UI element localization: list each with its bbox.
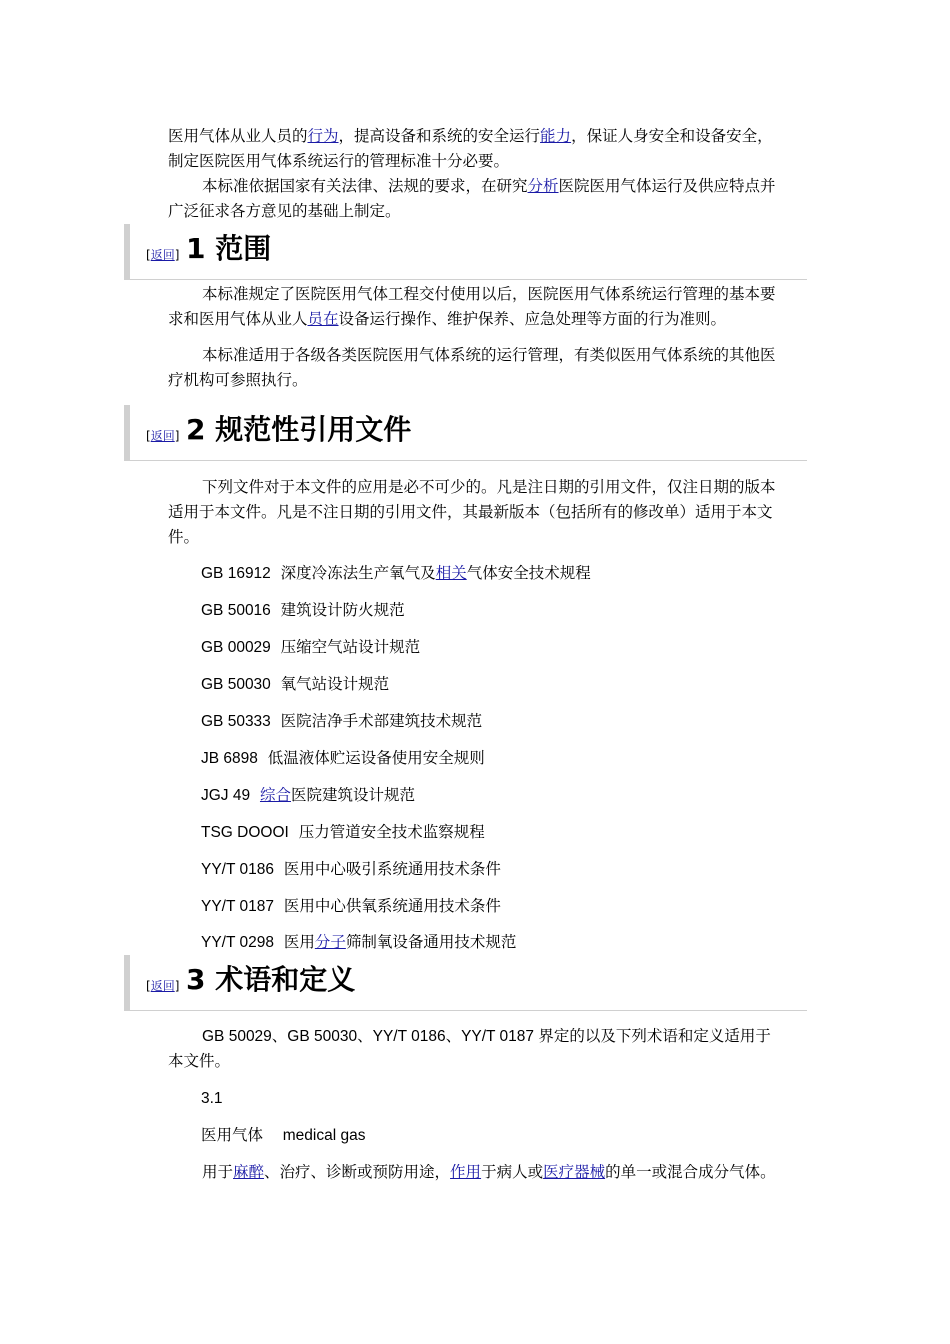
link-yiliaoqixie[interactable]: 医疗器械: [543, 1163, 606, 1181]
text: 下列文件对于本文件的应用是必不可少的。凡是注日期的引用文件，仅注日期的版本适用于本文件。凡是不注日期的引用文件，其最新版本（包括所有的修改单）适用于本文件。: [168, 478, 776, 546]
section-title: 3 术语和定义: [186, 963, 356, 996]
ref-code: JB 6898: [201, 750, 258, 767]
section-heading-3: [124, 955, 807, 1011]
link-zonghe[interactable]: 综合: [259, 786, 291, 804]
text: 医用气体从业人员的: [168, 127, 308, 145]
return-link-wrapper: [返回]: [146, 248, 180, 262]
section-1-paragraph-2: [168, 343, 786, 393]
section-heading-1: [124, 224, 807, 280]
reference-item: [201, 895, 501, 918]
ref-code: YY/T 0298: [201, 934, 274, 951]
intro-paragraph-1: [168, 124, 786, 174]
ref-title: 压力管道安全技术监察规程: [298, 823, 485, 841]
text: 用于: [202, 1163, 234, 1181]
return-link[interactable]: 返回: [150, 429, 175, 443]
term-cn: 医用气体: [201, 1126, 264, 1144]
section-3-paragraph-1: [168, 1024, 786, 1074]
text: ，提高设备和系统的安全运行: [338, 127, 541, 145]
section-title: 1 范围: [186, 232, 272, 265]
reference-item: [201, 562, 591, 585]
ref-code: GB 16912: [201, 565, 271, 582]
ref-title: 气体安全技术规程: [466, 564, 591, 582]
reference-item: [201, 599, 405, 622]
ref-title: 筛制氧设备通用技术规范: [345, 933, 517, 951]
ref-title: 深度冷冻法生产氧气及: [280, 564, 436, 582]
ref-code: GB 50333: [201, 713, 271, 730]
ref-code: JGJ 49: [201, 787, 251, 804]
ref-title: 低温液体贮运设备使用安全规则: [267, 749, 485, 767]
reference-item: [201, 858, 501, 881]
return-link-wrapper: [返回]: [146, 979, 180, 993]
text: 本标准适用于各级各类医院医用气体系统的运行管理，有类似医用气体系统的其他医疗机构可参照执行。: [168, 346, 776, 389]
intro-paragraph-2: [168, 174, 786, 224]
ref-code: GB 50016: [201, 602, 271, 619]
ref-title: 医用: [283, 933, 315, 951]
text: ，保证人身安全和设备安全，制定医院医用气体系统运行的管理标准十分必要。: [168, 127, 773, 170]
term-definition: [168, 1160, 786, 1185]
ref-title: 医院建筑设计规范: [290, 786, 415, 804]
text: 的单一或混合成分气体。: [605, 1163, 776, 1181]
link-nengli[interactable]: 能力: [540, 127, 572, 145]
text: 医院医用气体运行及供应特点并广泛征求各方意见的基础上制定。: [168, 177, 776, 220]
text: GB 50029、GB 50030、YY/T 0186、YY/T 0187 界定的以及下列术语和定义适用于本文件。: [168, 1028, 771, 1070]
link-fenzi[interactable]: 分子: [314, 933, 346, 951]
ref-title: 压缩空气站设计规范: [280, 638, 421, 656]
reference-item: [201, 931, 516, 954]
link-zuoyong[interactable]: 作用: [450, 1163, 482, 1181]
link-yuanzai[interactable]: 员在: [307, 310, 339, 328]
reference-item: [201, 636, 420, 659]
ref-code: GB 00029: [201, 639, 271, 656]
return-link[interactable]: 返回: [150, 979, 175, 993]
text: 本标准规定了医院医用气体工程交付使用以后，医院医用气体系统运行管理的基本要求和医用气体从业人: [168, 285, 776, 328]
ref-code: TSG DOOOI: [201, 824, 289, 841]
ref-title: 建筑设计防火规范: [280, 601, 405, 619]
ref-title: 医院洁净手术部建筑技术规范: [280, 712, 483, 730]
reference-item: [201, 673, 389, 696]
ref-title: 医用中心供氧系统通用技术条件: [283, 897, 501, 915]
text: 于病人或: [481, 1163, 544, 1181]
return-link[interactable]: 返回: [150, 248, 175, 262]
ref-title: 氧气站设计规范: [280, 675, 390, 693]
ref-code: YY/T 0186: [201, 861, 274, 878]
ref-code: GB 50030: [201, 676, 271, 693]
term-number: [201, 1087, 223, 1110]
section-title: 2 规范性引用文件: [186, 413, 412, 446]
text: 设备运行操作、维护保养、应急处理等方面的行为准则。: [338, 310, 727, 328]
reference-item: [201, 710, 482, 733]
return-link-wrapper: [返回]: [146, 429, 180, 443]
link-mazui[interactable]: 麻醉: [233, 1163, 265, 1181]
section-1-paragraph-1: [168, 282, 786, 332]
section-heading-2: [124, 405, 807, 461]
link-fenxi[interactable]: 分析: [527, 177, 559, 195]
text: 本标准依据国家有关法律、法规的要求，在研究: [202, 177, 528, 195]
term-number-text: 3.1: [201, 1090, 223, 1107]
ref-code: YY/T 0187: [201, 898, 274, 915]
section-2-paragraph-1: [168, 475, 786, 550]
reference-item: [201, 821, 485, 844]
link-xingwei[interactable]: 行为: [307, 127, 339, 145]
term-name: [201, 1124, 365, 1147]
term-en: medical gas: [282, 1127, 366, 1144]
reference-item: [201, 747, 485, 770]
ref-title: 医用中心吸引系统通用技术条件: [283, 860, 501, 878]
link-xiangguan[interactable]: 相关: [435, 564, 467, 582]
text: 、治疗、诊断或预防用途，: [264, 1163, 451, 1181]
reference-item: [201, 784, 415, 807]
